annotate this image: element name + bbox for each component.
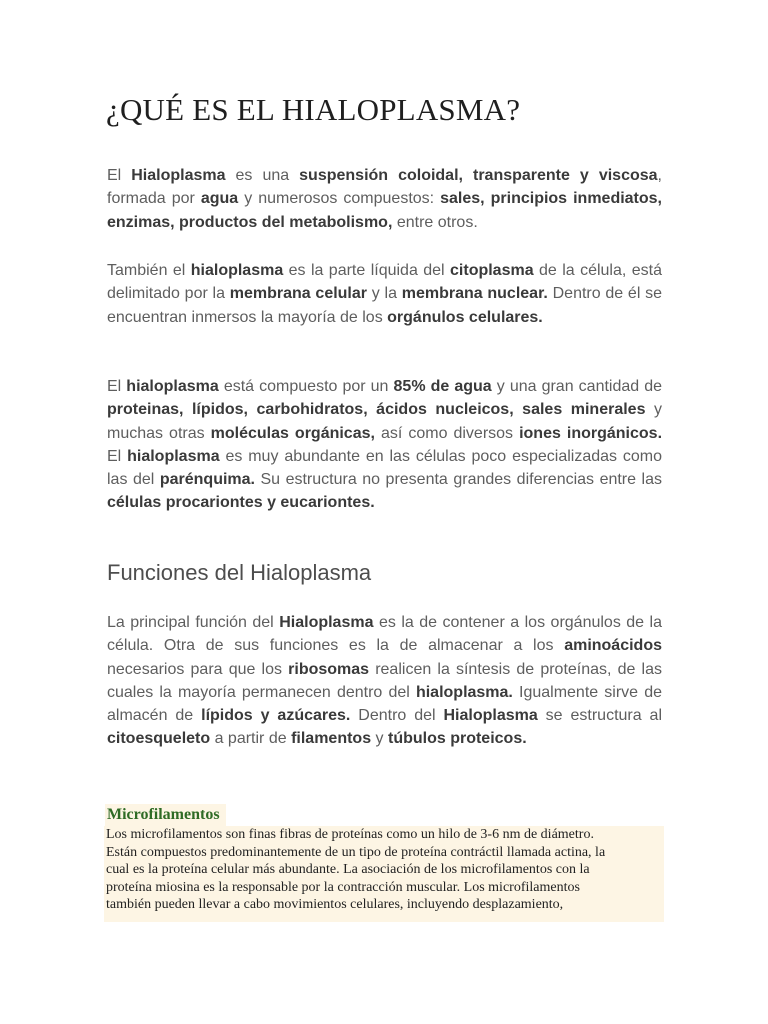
text-run: es la de contener a los orgánulos de la célula. Otra de sus funciones es la de almacenar a los bbox=[107, 614, 663, 655]
bold-term: 85% de agua bbox=[393, 378, 492, 395]
text-run: está compuesto por un bbox=[218, 378, 394, 395]
bold-term: membrana celular bbox=[229, 285, 368, 303]
text-run: y la bbox=[367, 285, 402, 303]
section-heading-funciones: Funciones del Hialoplasma bbox=[107, 560, 372, 585]
bold-term: hialoplasma bbox=[190, 262, 284, 279]
text-run: , formada por bbox=[107, 167, 662, 208]
text-run: se estructura al bbox=[537, 707, 663, 725]
bold-term: membrana nuclear. bbox=[401, 285, 548, 303]
bold-term: Hialoplasma bbox=[443, 707, 538, 725]
text-run: a partir de bbox=[210, 730, 292, 748]
text-run: Dentro del bbox=[350, 707, 444, 725]
text-run: de la célula, está delimitado por la bbox=[107, 262, 662, 303]
microfilamentos-heading: Microfilamentos bbox=[105, 804, 226, 826]
text-run: y una gran cantidad de bbox=[491, 378, 663, 395]
text-run: es la parte líquida del bbox=[283, 262, 451, 279]
text-run: El bbox=[107, 447, 128, 465]
microfilamentos-line: cual es la proteína celular más abundante. La asociación de los microfilamentos con la bbox=[106, 862, 590, 878]
text-run: También el bbox=[107, 262, 191, 279]
microfilamentos-line: Están compuestos predominantemente de un tipo de proteína contráctil llamada actina, la bbox=[106, 844, 606, 860]
bold-term: citoplasma bbox=[450, 262, 534, 279]
bold-term: suspensión coloidal, transparente y viscosa bbox=[299, 167, 658, 184]
text-run: El bbox=[107, 378, 127, 395]
text-run: entre otros. bbox=[392, 213, 478, 231]
bold-term: iones inorgánicos. bbox=[519, 424, 663, 442]
text-run: realicen la síntesis de proteínas, de las cuales la mayoría permanecen dentro del bbox=[107, 660, 663, 701]
bold-term: ribosomas bbox=[288, 660, 370, 678]
bold-term: túbulos proteicos. bbox=[387, 730, 527, 748]
paragraph-composition bbox=[107, 375, 662, 515]
bold-term: proteinas, lípidos, carbohidratos, ácidos nucleicos, sales minerales bbox=[107, 401, 646, 419]
bold-term: Hialoplasma bbox=[279, 614, 374, 631]
bold-term: citoesqueleto bbox=[107, 730, 211, 748]
bold-term: aminoácidos bbox=[564, 637, 662, 655]
text-run: y bbox=[371, 730, 388, 748]
text-run: Dentro de él se encuentran inmersos la mayoría de los bbox=[107, 285, 663, 326]
microfilamentos-line: también pueden llevar a cabo movimientos celulares, incluyendo desplazamiento, bbox=[106, 897, 564, 913]
text-run: El bbox=[107, 167, 132, 184]
bold-term: moléculas orgánicas, bbox=[210, 424, 375, 442]
bold-term: filamentos bbox=[291, 730, 372, 748]
bold-term: sales, principios inmediatos, enzimas, productos del metabolismo, bbox=[107, 190, 662, 231]
microfilamentos-box bbox=[104, 826, 664, 922]
text-run: La principal función del bbox=[107, 614, 280, 631]
bold-term: parénquima. bbox=[159, 471, 255, 489]
text-run: y muchas otras bbox=[107, 401, 662, 442]
microfilamentos-line: Los microfilamentos son finas fibras de proteínas como un hilo de 3-6 nm de diámetro. bbox=[106, 827, 594, 842]
text-run: necesarios para que los bbox=[107, 660, 289, 678]
bold-term: células procariontes y eucariontes. bbox=[107, 494, 375, 512]
bold-term: agua bbox=[200, 190, 239, 208]
paragraph-definition bbox=[107, 164, 662, 234]
text-run: Su estructura no presenta grandes diferencias entre las bbox=[254, 471, 662, 489]
bold-term: Hialoplasma bbox=[131, 167, 226, 184]
bold-term: hialoplasma. bbox=[415, 683, 513, 701]
page-title: ¿QUÉ ES EL HIALOPLASMA? bbox=[106, 92, 521, 127]
text-run: así como diversos bbox=[374, 424, 520, 442]
paragraph-location bbox=[107, 259, 662, 329]
microfilamentos-line: proteína miosina es la responsable por la contracción muscular. Los microfilamentos bbox=[106, 879, 580, 895]
text-run: Igualmente sirve de almacén de bbox=[107, 683, 663, 725]
bold-term: hialoplasma bbox=[126, 378, 219, 395]
paragraph-functions bbox=[107, 611, 662, 751]
bold-term: orgánulos celulares. bbox=[387, 308, 543, 326]
text-run: y numerosos compuestos: bbox=[238, 190, 441, 208]
bold-term: lípidos y azúcares. bbox=[201, 707, 351, 725]
bold-term: hialoplasma bbox=[127, 447, 220, 465]
text-run: es una bbox=[225, 167, 300, 184]
text-run: es muy abundante en las células poco especializadas como las del bbox=[107, 447, 663, 489]
